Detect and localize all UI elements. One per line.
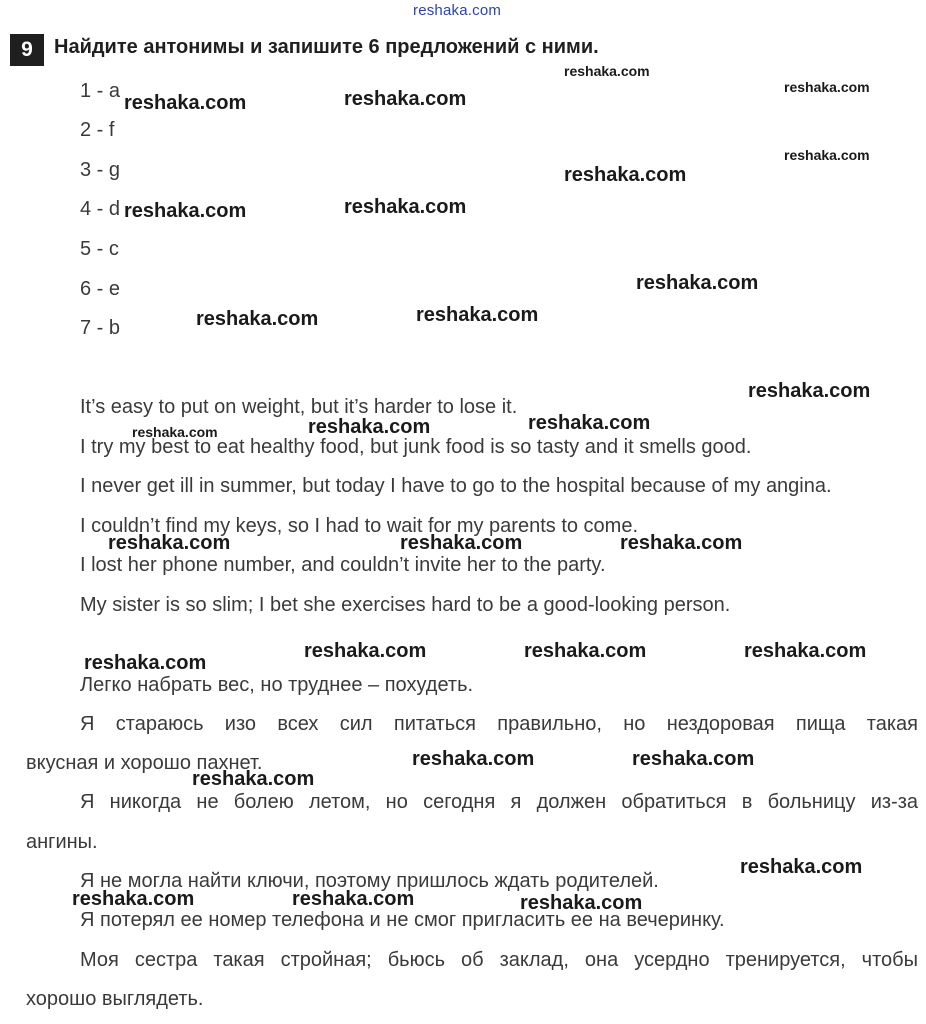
- watermark: reshaka.com: [308, 416, 431, 438]
- watermark: reshaka.com: [740, 856, 863, 878]
- watermark: reshaka.com: [344, 196, 467, 218]
- watermark: reshaka.com: [132, 424, 218, 440]
- watermark: reshaka.com: [528, 412, 651, 434]
- russian-line: Легко набрать вес, но труднее – похудеть.: [80, 674, 474, 696]
- russian-line: Я потерял ее номер телефона и не смог пригласить ее на вечеринку.: [80, 909, 725, 931]
- watermark: reshaka.com: [620, 532, 743, 554]
- task-title: Найдите антонимы и запишите 6 предложений с ними.: [54, 36, 599, 58]
- watermark: reshaka.com: [524, 640, 647, 662]
- watermark: reshaka.com: [344, 88, 467, 110]
- watermark: reshaka.com: [400, 532, 523, 554]
- watermark: reshaka.com: [192, 768, 315, 790]
- answer-item: 1 - a: [80, 80, 121, 102]
- watermark: reshaka.com: [292, 888, 415, 910]
- russian-line: Моя сестра такая стройная; бьюсь об заклад, она усердно тренируется, чтобы: [80, 949, 918, 971]
- watermark: reshaka.com: [72, 888, 195, 910]
- english-sentence: I never get ill in summer, but today I have to go to the hospital because of my angina.: [80, 475, 832, 497]
- russian-line: Я не могла найти ключи, поэтому пришлось ждать родителей.: [80, 870, 659, 892]
- english-sentence: My sister is so slim; I bet she exercises hard to be a good-looking person.: [80, 594, 731, 616]
- watermark: reshaka.com: [564, 63, 650, 79]
- site-watermark-top: reshaka.com: [413, 2, 502, 19]
- answer-item: 5 - c: [80, 238, 119, 260]
- watermark: reshaka.com: [412, 748, 535, 770]
- watermark: reshaka.com: [636, 272, 759, 294]
- watermark: reshaka.com: [564, 164, 687, 186]
- watermark: reshaka.com: [304, 640, 427, 662]
- answer-item: 2 - f: [80, 119, 115, 141]
- watermark: reshaka.com: [196, 308, 319, 330]
- answer-item: 7 - b: [80, 317, 121, 339]
- watermark: reshaka.com: [784, 147, 870, 163]
- russian-line: хорошо выглядеть.: [26, 988, 204, 1010]
- english-sentence: I couldn’t find my keys, so I had to wait for my parents to come.: [80, 515, 639, 537]
- russian-line: Я никогда не болею летом, но сегодня я должен обратиться в больницу из-за: [80, 791, 918, 813]
- english-sentence: I try my best to eat healthy food, but junk food is so tasty and it smells good.: [80, 436, 752, 458]
- answer-item: 4 - d: [80, 198, 121, 220]
- answer-item: 3 - g: [80, 159, 121, 181]
- watermark: reshaka.com: [416, 304, 539, 326]
- task-number-badge: 9: [10, 34, 44, 66]
- watermark: reshaka.com: [124, 92, 247, 114]
- watermark: reshaka.com: [748, 380, 871, 402]
- answer-item: 6 - e: [80, 278, 121, 300]
- watermark: reshaka.com: [632, 748, 755, 770]
- english-sentence: It’s easy to put on weight, but it’s harder to lose it.: [80, 396, 518, 418]
- watermark: reshaka.com: [784, 79, 870, 95]
- watermark: reshaka.com: [124, 200, 247, 222]
- russian-line: вкусная и хорошо пахнет.: [26, 752, 263, 774]
- english-sentence: I lost her phone number, and couldn’t invite her to the party.: [80, 554, 606, 576]
- russian-line: ангины.: [26, 831, 98, 853]
- watermark: reshaka.com: [744, 640, 867, 662]
- watermark: reshaka.com: [84, 652, 207, 674]
- russian-line: Я стараюсь изо всех сил питаться правильно, но нездоровая пища такая: [80, 713, 918, 735]
- watermark: reshaka.com: [520, 892, 643, 914]
- watermark: reshaka.com: [108, 532, 231, 554]
